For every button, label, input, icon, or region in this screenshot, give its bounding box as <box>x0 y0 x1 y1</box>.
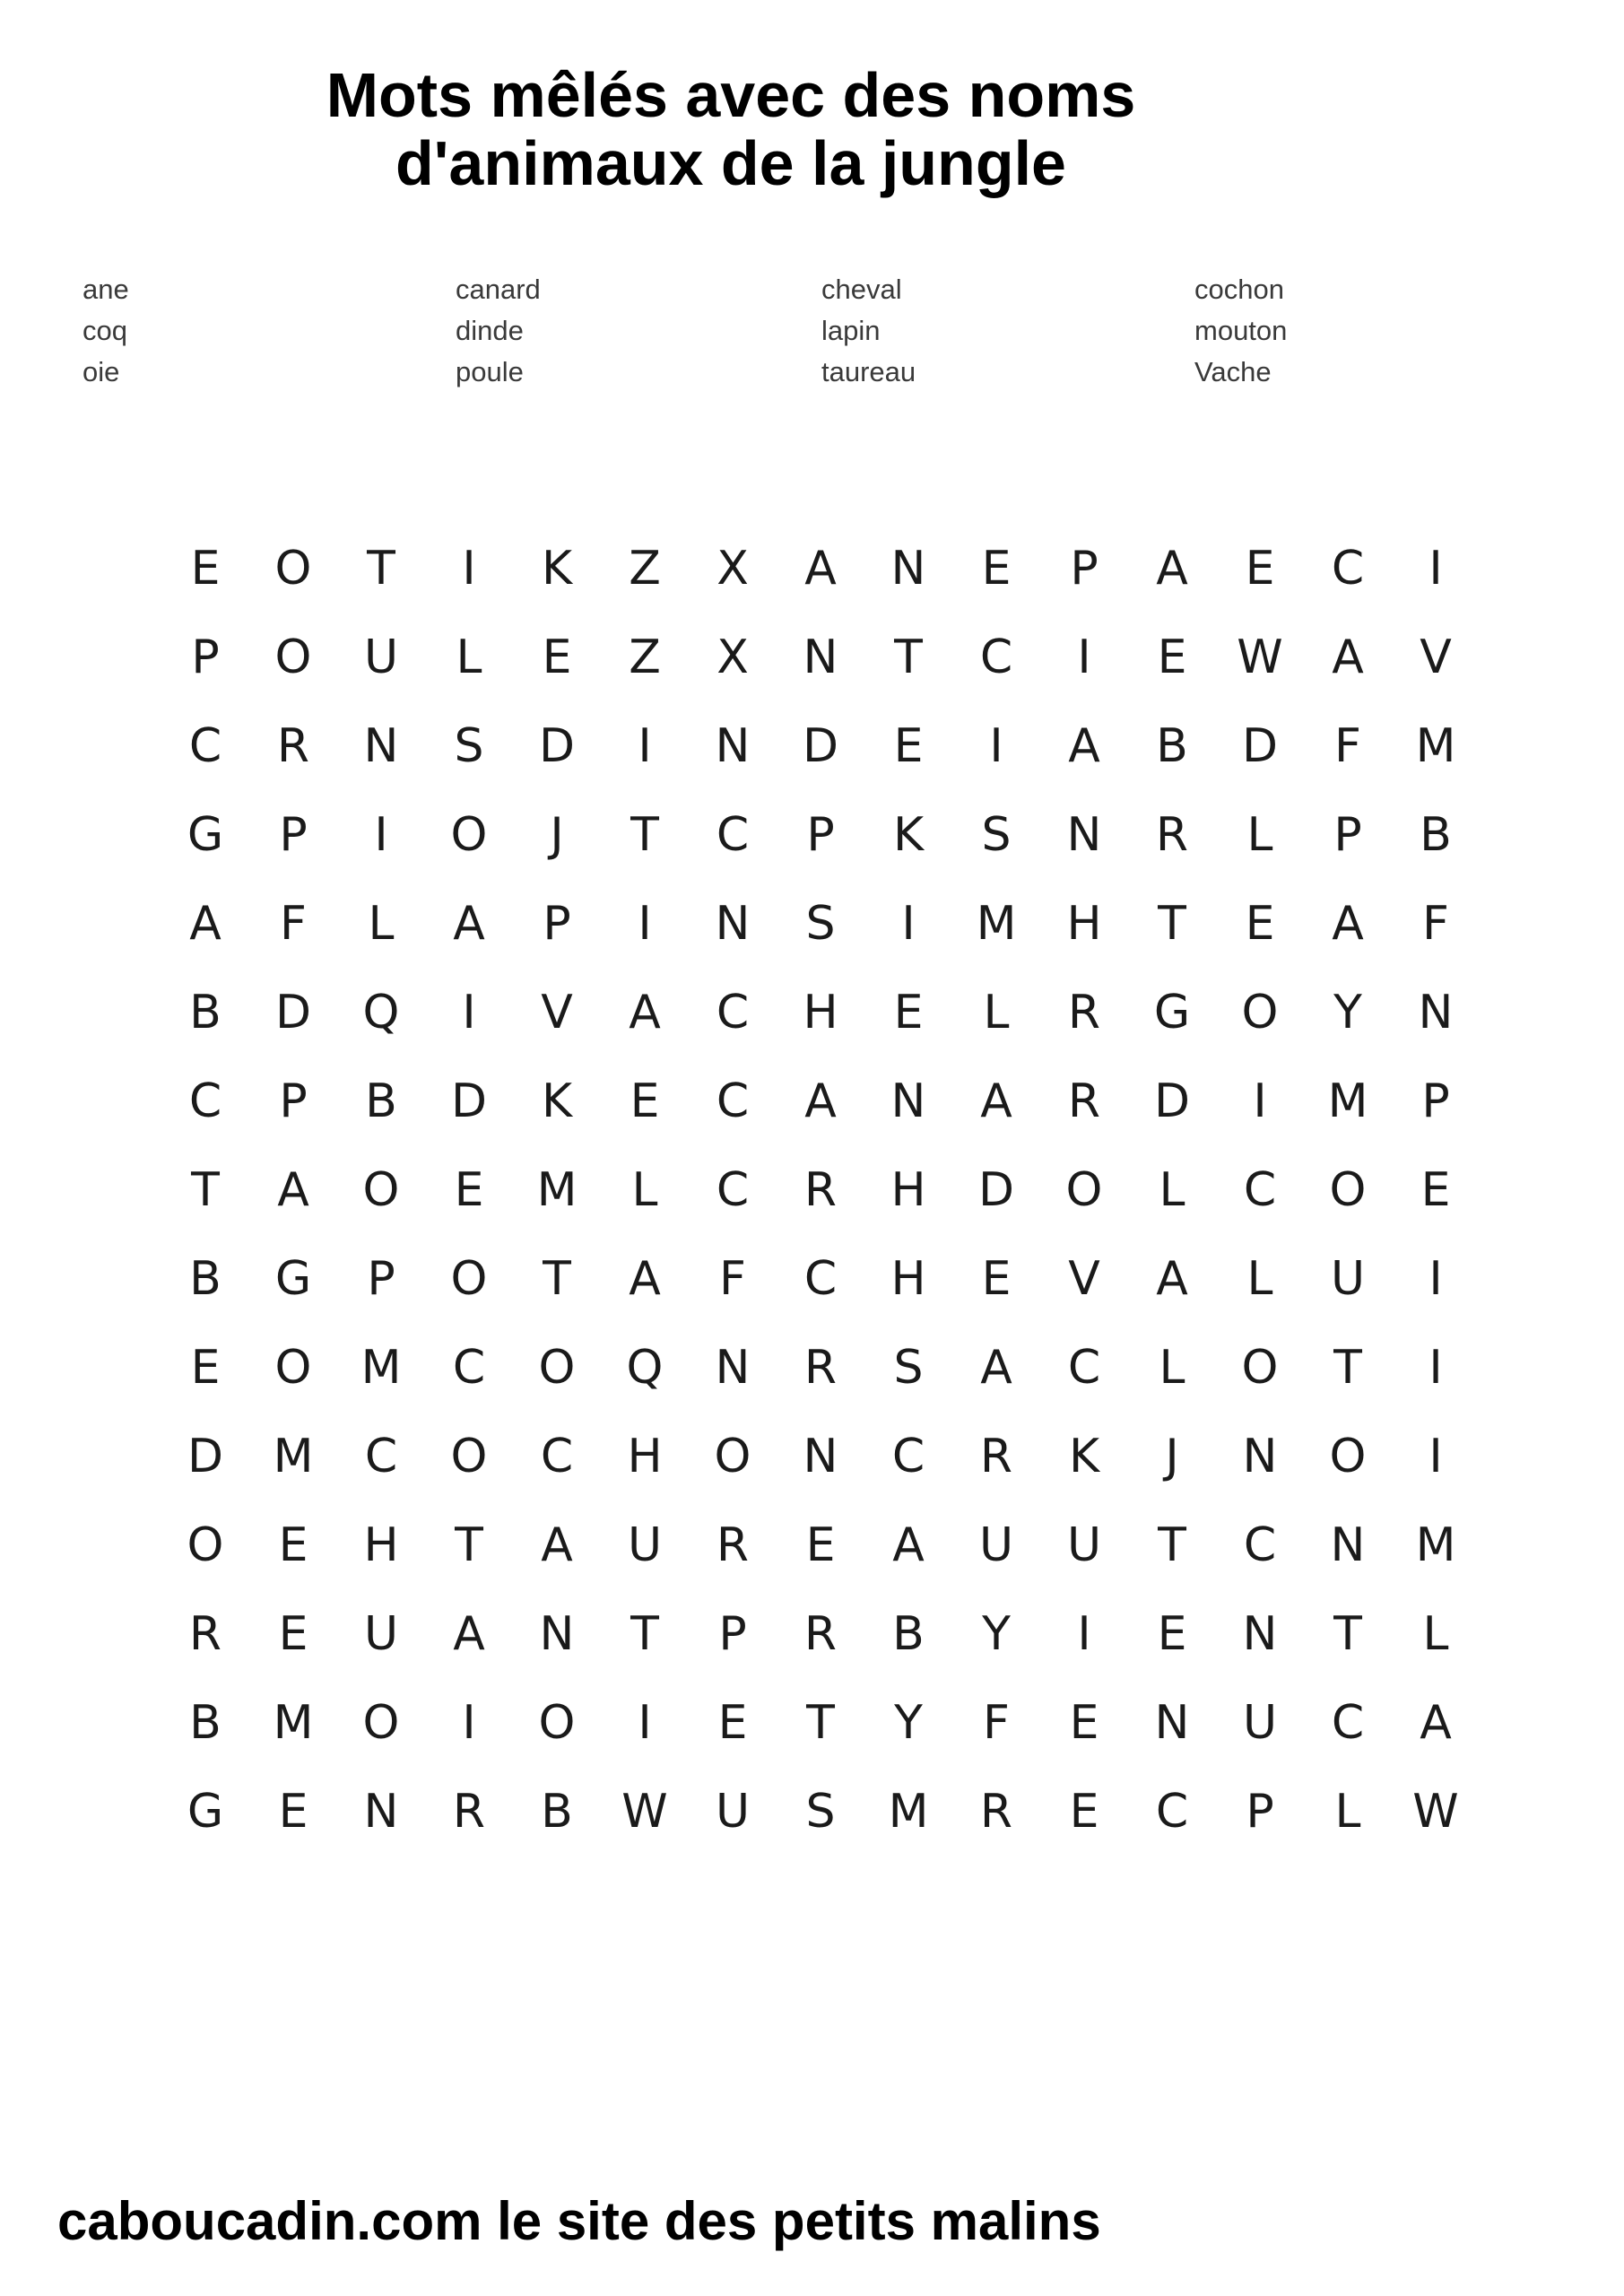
grid-letter[interactable]: B <box>1420 807 1452 862</box>
grid-letter[interactable]: L <box>1422 1606 1449 1661</box>
grid-letter[interactable]: K <box>1068 1429 1100 1483</box>
grid-letter[interactable]: L <box>1246 1251 1273 1306</box>
grid-letter[interactable]: H <box>1066 896 1102 951</box>
grid-letter[interactable]: O <box>538 1695 576 1750</box>
grid-letter[interactable]: M <box>273 1429 314 1483</box>
grid-letter[interactable]: E <box>893 985 924 1039</box>
grid-letter[interactable]: L <box>456 630 482 684</box>
grid-letter[interactable]: E <box>278 1784 308 1839</box>
grid-letter[interactable]: D <box>802 718 839 773</box>
grid-letter[interactable]: E <box>1420 1162 1451 1217</box>
grid-letter[interactable]: C <box>716 1162 750 1217</box>
grid-letter[interactable]: P <box>279 807 308 862</box>
grid-letter[interactable]: O <box>274 541 312 596</box>
grid-letter[interactable]: P <box>1070 541 1099 596</box>
grid-letter[interactable]: F <box>1334 718 1361 773</box>
grid-letter[interactable]: A <box>189 896 221 951</box>
grid-letter[interactable]: A <box>1156 541 1188 596</box>
grid-letter[interactable]: D <box>274 985 312 1039</box>
grid-letter[interactable]: C <box>716 1074 750 1128</box>
grid-letter[interactable]: P <box>1333 807 1362 862</box>
grid-letter[interactable]: I <box>638 896 652 951</box>
grid-letter[interactable]: E <box>1245 896 1275 951</box>
grid-letter[interactable]: E <box>981 1251 1012 1306</box>
grid-letter[interactable]: D <box>1241 718 1279 773</box>
grid-letter[interactable]: I <box>1429 541 1443 596</box>
grid-letter[interactable]: R <box>803 1162 838 1217</box>
grid-letter[interactable]: A <box>629 1251 661 1306</box>
word-item: Vache <box>1194 356 1272 387</box>
grid-letter[interactable]: P <box>718 1606 747 1661</box>
grid-letter[interactable]: P <box>367 1251 395 1306</box>
grid-letter[interactable]: Q <box>626 1340 664 1395</box>
grid-letter[interactable]: B <box>365 1074 397 1128</box>
page-title <box>175 61 1287 197</box>
grid-letter[interactable]: X <box>716 630 749 684</box>
grid-letter[interactable]: F <box>1422 896 1449 951</box>
grid-letter[interactable]: C <box>1067 1340 1101 1395</box>
grid-letter[interactable]: E <box>981 541 1012 596</box>
grid-letter[interactable]: B <box>189 1251 221 1306</box>
word-item: lapin <box>821 315 881 346</box>
grid-letter[interactable]: G <box>274 1251 312 1306</box>
grid-letter[interactable]: E <box>1157 1606 1187 1661</box>
grid-letter[interactable]: E <box>190 1340 221 1395</box>
grid-letter[interactable]: R <box>1067 985 1101 1039</box>
grid-letter[interactable]: N <box>1242 1429 1278 1483</box>
grid-letter[interactable]: C <box>452 1340 486 1395</box>
word-item: cheval <box>821 274 902 305</box>
grid-letter[interactable]: O <box>1241 1340 1279 1395</box>
grid-letter[interactable]: R <box>803 1606 838 1661</box>
grid-letter[interactable]: W <box>1237 630 1283 684</box>
grid-letter[interactable]: T <box>806 1695 835 1750</box>
grid-letter[interactable]: F <box>719 1251 746 1306</box>
grid-letter[interactable]: N <box>539 1606 575 1661</box>
grid-letter[interactable]: H <box>363 1518 399 1572</box>
title-line-2: d'animaux de la jungle <box>395 128 1066 198</box>
grid-letter[interactable]: C <box>1331 541 1365 596</box>
grid-letter[interactable]: H <box>627 1429 663 1483</box>
grid-letter[interactable]: N <box>803 630 838 684</box>
grid-letter[interactable]: N <box>803 1429 838 1483</box>
grid-letter[interactable]: W <box>621 1784 668 1839</box>
word-item: cochon <box>1194 274 1284 305</box>
grid-letter[interactable]: G <box>187 1784 224 1839</box>
grid-letter[interactable]: O <box>187 1518 224 1572</box>
grid-letter[interactable]: L <box>983 985 1010 1039</box>
grid-letter[interactable]: C <box>188 1074 222 1128</box>
grid-letter[interactable]: V <box>1420 630 1452 684</box>
grid-letter[interactable]: C <box>891 1429 925 1483</box>
grid-letter[interactable]: E <box>1069 1695 1099 1750</box>
grid-letter[interactable]: A <box>980 1340 1012 1395</box>
grid-letter[interactable]: A <box>980 1074 1012 1128</box>
grid-letter[interactable]: O <box>362 1162 400 1217</box>
word-item: oie <box>83 356 120 387</box>
grid-letter[interactable]: B <box>189 985 221 1039</box>
grid-letter[interactable]: I <box>462 541 476 596</box>
word-item: taureau <box>821 356 916 387</box>
grid-letter[interactable]: R <box>452 1784 486 1839</box>
grid-letter[interactable]: D <box>450 1074 488 1128</box>
grid-letter[interactable]: R <box>803 1340 838 1395</box>
grid-letter[interactable]: D <box>1153 1074 1191 1128</box>
footer-credit: caboucadin.com le site des petits malins <box>57 2191 1101 2251</box>
grid-letter[interactable]: A <box>541 1518 573 1572</box>
grid-letter[interactable]: N <box>715 718 751 773</box>
grid-letter[interactable]: P <box>1421 1074 1450 1128</box>
grid-letter[interactable]: N <box>1154 1695 1190 1750</box>
grid-letter[interactable]: I <box>1253 1074 1267 1128</box>
word-list-column-4 <box>1194 269 1535 393</box>
grid-letter[interactable]: N <box>1330 1518 1366 1572</box>
grid-letter[interactable]: A <box>1068 718 1100 773</box>
grid-letter[interactable]: N <box>1418 985 1454 1039</box>
grid-letter[interactable]: A <box>629 985 661 1039</box>
grid-letter[interactable]: M <box>976 896 1017 951</box>
grid-letter[interactable]: U <box>627 1518 663 1572</box>
grid-letter[interactable]: H <box>890 1162 926 1217</box>
grid-letter[interactable]: J <box>550 807 564 862</box>
grid-letter[interactable]: E <box>278 1606 308 1661</box>
grid-letter[interactable]: T <box>1158 1518 1186 1572</box>
grid-letter[interactable]: E <box>542 630 572 684</box>
grid-letter[interactable]: E <box>717 1695 748 1750</box>
grid-letter[interactable]: U <box>363 1606 399 1661</box>
grid-letter[interactable]: T <box>1158 896 1186 951</box>
grid-letter[interactable]: C <box>716 807 750 862</box>
grid-letter[interactable]: H <box>890 1251 926 1306</box>
grid-letter[interactable]: I <box>1429 1251 1443 1306</box>
grid-letter[interactable]: A <box>277 1162 309 1217</box>
grid-letter[interactable]: O <box>450 1251 488 1306</box>
grid-letter[interactable]: R <box>188 1606 222 1661</box>
grid-letter[interactable]: R <box>1067 1074 1101 1128</box>
grid-letter[interactable]: M <box>888 1784 929 1839</box>
grid-letter[interactable]: E <box>630 1074 660 1128</box>
grid-letter[interactable]: F <box>983 1695 1010 1750</box>
grid-letter[interactable]: B <box>189 1695 221 1750</box>
grid-letter[interactable]: O <box>274 630 312 684</box>
grid-letter[interactable]: O <box>450 1429 488 1483</box>
grid-letter[interactable]: N <box>890 541 926 596</box>
grid-letter[interactable]: I <box>638 718 652 773</box>
grid-letter[interactable]: U <box>715 1784 751 1839</box>
grid-letter[interactable]: Z <box>629 541 661 596</box>
grid-letter[interactable]: A <box>453 896 485 951</box>
word-list <box>83 269 1517 404</box>
word-item: coq <box>83 315 127 346</box>
grid-letter[interactable]: E <box>278 1518 308 1572</box>
letter-grid <box>161 524 1507 1856</box>
grid-letter[interactable]: C <box>188 718 222 773</box>
grid-letter[interactable]: U <box>363 630 399 684</box>
word-item: canard <box>456 274 541 305</box>
grid-letter[interactable]: N <box>715 896 751 951</box>
grid-letter[interactable]: M <box>273 1695 314 1750</box>
grid-letter[interactable]: K <box>541 1074 573 1128</box>
grid-letter[interactable]: N <box>1066 807 1102 862</box>
grid-letter[interactable]: K <box>541 541 573 596</box>
grid-letter[interactable]: A <box>892 1518 925 1572</box>
grid-letter[interactable]: T <box>543 1251 571 1306</box>
grid-letter[interactable]: L <box>1334 1784 1361 1839</box>
grid-letter[interactable]: L <box>631 1162 658 1217</box>
grid-letter[interactable]: H <box>803 985 838 1039</box>
grid-letter[interactable]: W <box>1412 1784 1459 1839</box>
grid-letter[interactable]: S <box>805 1784 836 1839</box>
grid-letter[interactable]: M <box>536 1162 578 1217</box>
grid-letter[interactable]: I <box>1429 1429 1443 1483</box>
grid-letter[interactable]: O <box>362 1695 400 1750</box>
grid-letter[interactable]: A <box>1156 1251 1188 1306</box>
grid-letter[interactable]: M <box>360 1340 402 1395</box>
grid-letter[interactable]: U <box>1066 1518 1102 1572</box>
grid-letter[interactable]: N <box>890 1074 926 1128</box>
grid-letter[interactable]: D <box>187 1429 224 1483</box>
grid-letter[interactable]: V <box>541 985 573 1039</box>
grid-letter[interactable]: S <box>981 807 1012 862</box>
grid-letter[interactable]: B <box>892 1606 925 1661</box>
grid-letter[interactable]: C <box>1243 1162 1277 1217</box>
grid-letter[interactable]: D <box>977 1162 1015 1217</box>
grid-letter[interactable]: T <box>630 1606 659 1661</box>
word-list-column-1 <box>83 269 423 393</box>
grid-letter[interactable]: V <box>1068 1251 1100 1306</box>
grid-letter[interactable]: E <box>1157 630 1187 684</box>
grid-letter[interactable]: O <box>1329 1162 1367 1217</box>
grid-letter[interactable]: G <box>187 807 224 862</box>
grid-letter[interactable]: N <box>363 718 399 773</box>
grid-letter[interactable]: Y <box>894 1695 923 1750</box>
grid-letter[interactable]: O <box>714 1429 751 1483</box>
title-line-1: Mots mêlés avec des noms <box>326 60 1136 130</box>
grid-letter[interactable]: E <box>893 718 924 773</box>
grid-letter[interactable]: C <box>1155 1784 1189 1839</box>
grid-letter[interactable]: M <box>1327 1074 1368 1128</box>
grid-letter[interactable]: L <box>1159 1340 1185 1395</box>
grid-letter[interactable]: A <box>804 541 837 596</box>
grid-letter[interactable]: C <box>803 1251 838 1306</box>
word-item: poule <box>456 356 524 387</box>
grid-letter[interactable]: E <box>190 541 221 596</box>
grid-letter[interactable]: I <box>462 985 476 1039</box>
grid-letter[interactable]: T <box>367 541 395 596</box>
grid-letter[interactable]: I <box>462 1695 476 1750</box>
grid-letter[interactable]: R <box>1155 807 1189 862</box>
grid-letter[interactable]: M <box>1415 718 1456 773</box>
grid-letter[interactable]: Z <box>629 630 661 684</box>
grid-letter[interactable]: R <box>716 1518 750 1572</box>
grid-letter[interactable]: A <box>1420 1695 1452 1750</box>
grid-letter[interactable]: N <box>715 1340 751 1395</box>
grid-letter[interactable]: Y <box>1333 985 1362 1039</box>
grid-letter[interactable]: I <box>374 807 388 862</box>
grid-letter[interactable]: P <box>279 1074 308 1128</box>
grid-letter[interactable]: T <box>894 630 923 684</box>
grid-letter[interactable]: R <box>979 1784 1013 1839</box>
grid-letter[interactable]: N <box>363 1784 399 1839</box>
grid-letter[interactable]: N <box>1242 1606 1278 1661</box>
grid-letter[interactable]: C <box>716 985 750 1039</box>
grid-letter[interactable]: D <box>538 718 576 773</box>
grid-letter[interactable]: S <box>893 1340 924 1395</box>
grid-letter[interactable]: I <box>1077 1606 1091 1661</box>
grid-letter[interactable]: M <box>1415 1518 1456 1572</box>
grid-letter[interactable]: A <box>453 1606 485 1661</box>
grid-letter[interactable]: O <box>274 1340 312 1395</box>
grid-letter[interactable]: P <box>1246 1784 1274 1839</box>
grid-letter[interactable]: P <box>191 630 220 684</box>
grid-letter[interactable]: O <box>450 807 488 862</box>
grid-letter[interactable]: P <box>806 807 835 862</box>
grid-letter[interactable]: A <box>1332 896 1364 951</box>
word-item: dinde <box>456 315 524 346</box>
grid-letter[interactable]: T <box>455 1518 483 1572</box>
grid-letter[interactable]: P <box>543 896 571 951</box>
grid-letter[interactable]: C <box>540 1429 574 1483</box>
grid-letter[interactable]: O <box>1241 985 1279 1039</box>
grid-letter[interactable]: E <box>454 1162 484 1217</box>
grid-letter[interactable]: L <box>1246 807 1273 862</box>
grid-letter[interactable]: J <box>1165 1429 1179 1483</box>
grid-letter[interactable]: O <box>538 1340 576 1395</box>
word-item: ane <box>83 274 129 305</box>
grid-letter[interactable]: E <box>1245 541 1275 596</box>
grid-letter[interactable]: L <box>1159 1162 1185 1217</box>
grid-letter[interactable]: C <box>1243 1518 1277 1572</box>
word-list-column-2 <box>456 269 796 393</box>
grid-letter[interactable]: T <box>1333 1340 1362 1395</box>
grid-letter[interactable]: B <box>541 1784 573 1839</box>
grid-letter[interactable]: O <box>1065 1162 1103 1217</box>
grid-letter[interactable]: O <box>1329 1429 1367 1483</box>
grid-letter[interactable]: C <box>1331 1695 1365 1750</box>
grid-letter[interactable]: U <box>1242 1695 1278 1750</box>
grid-letter[interactable]: U <box>1330 1251 1366 1306</box>
grid-letter[interactable]: T <box>1333 1606 1362 1661</box>
grid-letter[interactable]: Q <box>362 985 400 1039</box>
grid-letter[interactable]: S <box>805 896 836 951</box>
grid-letter[interactable]: C <box>364 1429 398 1483</box>
grid-letter[interactable]: I <box>1077 630 1091 684</box>
grid-letter[interactable]: C <box>979 630 1013 684</box>
grid-letter[interactable]: A <box>804 1074 837 1128</box>
grid-letter[interactable]: E <box>805 1518 836 1572</box>
grid-letter[interactable]: E <box>1069 1784 1099 1839</box>
grid-letter[interactable]: I <box>901 896 916 951</box>
grid-letter[interactable]: R <box>979 1429 1013 1483</box>
grid-letter[interactable]: X <box>716 541 749 596</box>
grid-letter[interactable]: A <box>1332 630 1364 684</box>
grid-letter[interactable]: Y <box>982 1606 1011 1661</box>
grid-letter[interactable]: I <box>989 718 1003 773</box>
grid-letter[interactable]: T <box>630 807 659 862</box>
grid-letter[interactable]: I <box>1429 1340 1443 1395</box>
grid-letter[interactable]: F <box>280 896 307 951</box>
word-item: mouton <box>1194 315 1288 346</box>
grid-letter[interactable]: I <box>638 1695 652 1750</box>
grid-letter[interactable]: U <box>978 1518 1014 1572</box>
grid-letter[interactable]: L <box>368 896 395 951</box>
grid-letter[interactable]: S <box>454 718 484 773</box>
grid-letter[interactable]: K <box>892 807 925 862</box>
grid-letter[interactable]: B <box>1156 718 1188 773</box>
word-list-column-3 <box>821 269 1162 393</box>
grid-letter[interactable]: T <box>191 1162 220 1217</box>
grid-letter[interactable]: G <box>1153 985 1191 1039</box>
grid-letter[interactable]: R <box>276 718 310 773</box>
